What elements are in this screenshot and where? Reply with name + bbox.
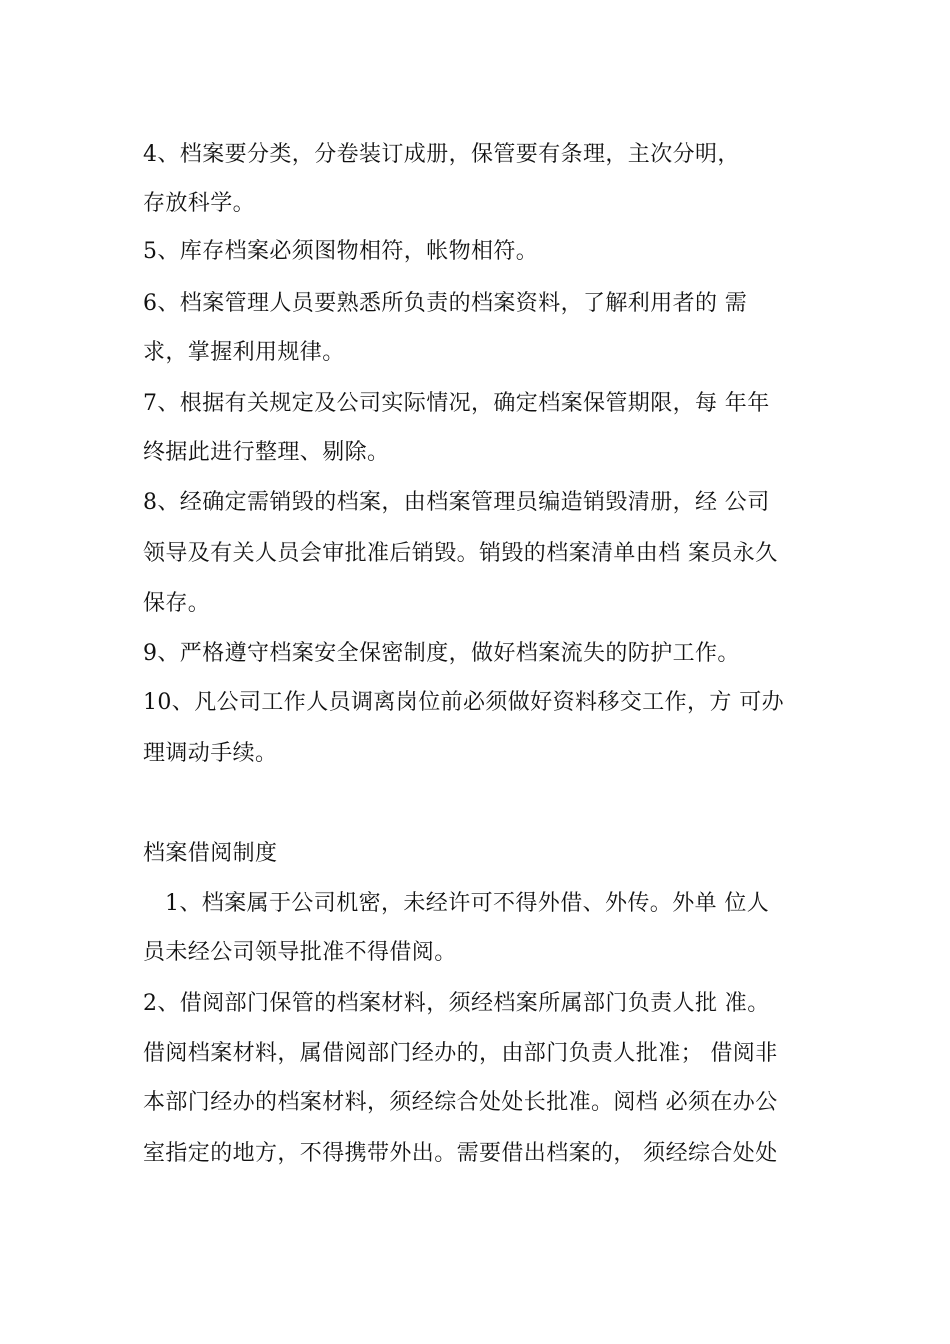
borrow-rule-1-line-1: 1、档案属于公司机密，未经许可不得外借、外传。外单 位人 — [165, 891, 770, 916]
paragraph-10-line-1: 10、凡公司工作人员调离岗位前必须做好资料移交工作，方 可办 — [143, 690, 784, 715]
paragraph-8-line-3: 保存。 — [143, 591, 211, 616]
borrow-rule-2-line-3: 本部门经办的档案材料，须经综合处处长批准。阅档 必须在办公 — [143, 1090, 778, 1115]
borrow-rule-2-line-4: 室指定的地方，不得携带外出。需要借出档案的， 须经综合处处 — [143, 1141, 778, 1166]
paragraph-7-line-1: 7、根据有关规定及公司实际情况，确定档案保管期限，每 年年 — [143, 391, 770, 416]
paragraph-4-line-2: 存放科学。 — [143, 191, 256, 216]
paragraph-8-line-2: 领导及有关人员会审批准后销毁。销毁的档案清单由档 案员永久 — [143, 541, 778, 566]
paragraph-10-line-2: 理调动手续。 — [143, 741, 278, 766]
paragraph-6-line-2: 求，掌握利用规律。 — [143, 340, 345, 365]
paragraph-6-line-1: 6、档案管理人员要熟悉所负责的档案资料，了解利用者的 需 — [143, 291, 748, 316]
borrow-rule-2-line-1: 2、借阅部门保管的档案材料，须经档案所属部门负责人批 准。 — [143, 991, 770, 1016]
paragraph-4-line-1: 4、档案要分类，分卷装订成册，保管要有条理，主次分明， — [143, 142, 740, 167]
borrow-rule-1-line-2: 员未经公司领导批准不得借阅。 — [143, 940, 457, 965]
paragraph-5-line-1: 5、库存档案必须图物相符，帐物相符。 — [143, 239, 539, 264]
paragraph-8-line-1: 8、经确定需销毁的档案，由档案管理员编造销毁清册，经 公司 — [143, 490, 770, 515]
paragraph-9-line-1: 9、严格遵守档案安全保密制度，做好档案流失的防护工作。 — [143, 641, 740, 666]
paragraph-7-line-2: 终据此进行整理、剔除。 — [143, 440, 390, 465]
section-heading: 档案借阅制度 — [143, 841, 278, 866]
borrow-rule-2-line-2: 借阅档案材料，属借阅部门经办的，由部门负责人批准； 借阅非 — [143, 1041, 778, 1066]
